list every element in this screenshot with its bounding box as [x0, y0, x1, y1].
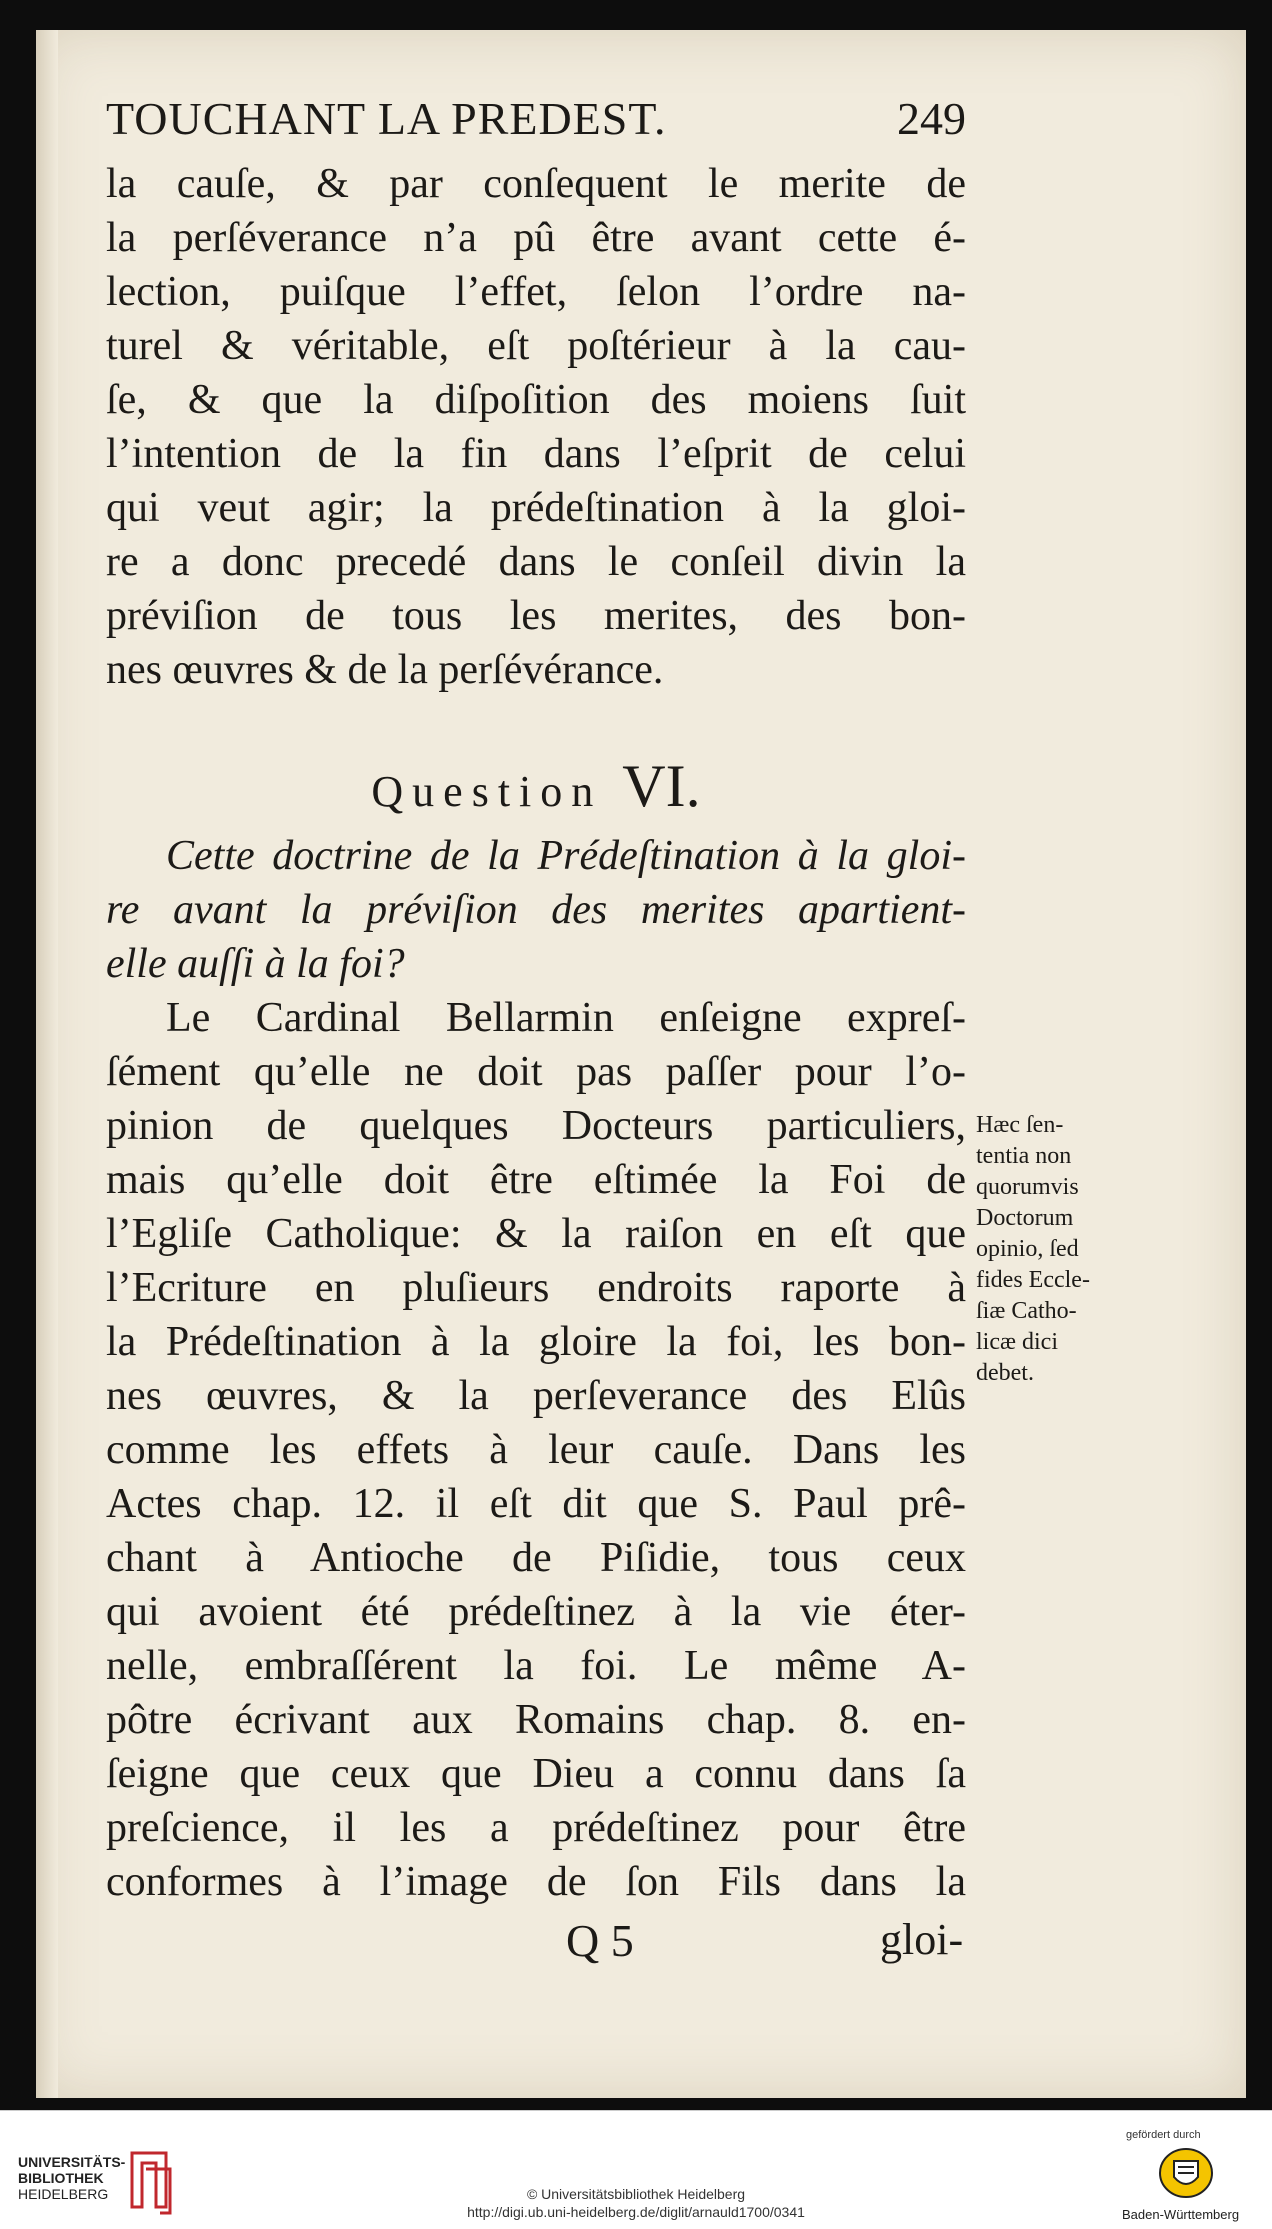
text-line: lection, puiſque l’effet, ſelon l’ordre na- [106, 269, 966, 315]
viewer-footer [0, 2110, 1272, 2229]
permalink-url[interactable]: http://digi.ub.uni-heidelberg.de/diglit/arnauld1700/0341 [467, 2204, 805, 2220]
margin-note-line: debet. [976, 1360, 1034, 1386]
text-line: qui avoient été prédeſtinez à la vie éter- [106, 1589, 966, 1635]
text-line: chant à Antioche de Piſidie, tous ceux [106, 1535, 966, 1581]
margin-note-line: Doctorum [976, 1205, 1074, 1231]
text-line: l’Ecriture en pluſieurs endroits raporte à [106, 1265, 966, 1311]
text-line: conformes à l’image de ſon Fils dans la [106, 1859, 966, 1905]
italic-line: Cette doctrine de la Prédeſtination à la gloi- [166, 833, 966, 879]
text-line: ſément qu’elle ne doit pas paſſer pour l’o- [106, 1049, 966, 1095]
text-line: qui veut agir; la prédeſtination à la gloi- [106, 485, 966, 531]
italic-line: elle auſſi à la foi? [106, 941, 405, 987]
text-line: ſeigne que ceux que Dieu a connu dans ſa [106, 1751, 966, 1797]
page-gutter [36, 30, 58, 2098]
text-line: mais qu’elle doit être eſtimée la Foi de [106, 1157, 966, 1203]
text-line: nes œuvres & de la perſévérance. [106, 647, 664, 693]
text-line: Actes chap. 12. il eſt dit que S. Paul prê- [106, 1481, 966, 1527]
text-line: preſcience, il les a prédeſtinez pour être [106, 1805, 966, 1851]
margin-note-line: licæ dici [976, 1329, 1058, 1355]
margin-note-line: opinio, ſed [976, 1236, 1079, 1262]
text-line: turel & véritable, eſt poſtérieur à la cau- [106, 323, 966, 369]
running-title: TOUCHANT LA PREDEST. [106, 93, 667, 144]
italic-line: re avant la préviſion des merites apartient- [106, 887, 966, 933]
ub-name-line: BIBLIOTHEK [18, 2170, 104, 2186]
ub-name-line: HEIDELBERG [18, 2186, 109, 2202]
copyright-text: © Universitätsbibliothek Heidelberg [526, 2186, 746, 2202]
ub-name-line: UNIVERSITÄTS- [18, 2154, 126, 2170]
sponsor-name: Baden-Württemberg [1122, 2207, 1240, 2222]
book-page [36, 30, 1246, 2098]
funded-by-label: gefördert durch [1126, 2129, 1201, 2141]
text-line: ſe, & que la diſpoſition des moiens ſuit [106, 377, 966, 423]
text-line: nelle, embraſſérent la foi. Le même A- [106, 1643, 966, 1689]
text-line: Le Cardinal Bellarmin enſeigne expreſ- [166, 995, 966, 1041]
text-line: l’intention de la fin dans l’eſprit de celui [106, 431, 966, 477]
text-line: préviſion de tous les merites, des bon- [106, 593, 966, 639]
margin-note-line: tentia non [976, 1143, 1072, 1169]
copyright-block [0, 2185, 1272, 2221]
coat-of-arms-icon [1158, 2147, 1214, 2199]
text-line: pôtre écrivant aux Romains chap. 8. en- [106, 1697, 966, 1743]
text-line: re a donc precedé dans le conſeil divin la [106, 539, 966, 585]
margin-note-line: fides Eccle- [976, 1267, 1090, 1293]
question-word: Question [371, 767, 603, 816]
margin-note-line: quorumvis [976, 1174, 1079, 1200]
text-line: la perſéverance n’a pû être avant cette é- [106, 215, 966, 261]
margin-note-line: Hæc ſen- [976, 1112, 1064, 1138]
margin-note-line: ſiæ Catho- [976, 1298, 1077, 1324]
question-numeral: VI. [622, 753, 701, 819]
question-heading [106, 752, 966, 821]
text-line: la Prédeſtination à la gloire la foi, les bon- [106, 1319, 966, 1365]
signature-mark: Q 5 [566, 1915, 634, 1966]
text-line: la cauſe, & par conſequent le merite de [106, 161, 966, 207]
running-head-row [106, 92, 966, 152]
catchword: gloi- [880, 1915, 964, 1964]
page-number: 249 [897, 93, 966, 144]
text-line: nes œuvres, & la perſeverance des Elûs [106, 1373, 966, 1419]
text-line: l’Egliſe Catholique: & la raiſon en eſt que [106, 1211, 966, 1257]
text-line: pinion de quelques Docteurs particuliers, [106, 1103, 966, 1149]
text-line: comme les effets à leur cauſe. Dans les [106, 1427, 966, 1473]
